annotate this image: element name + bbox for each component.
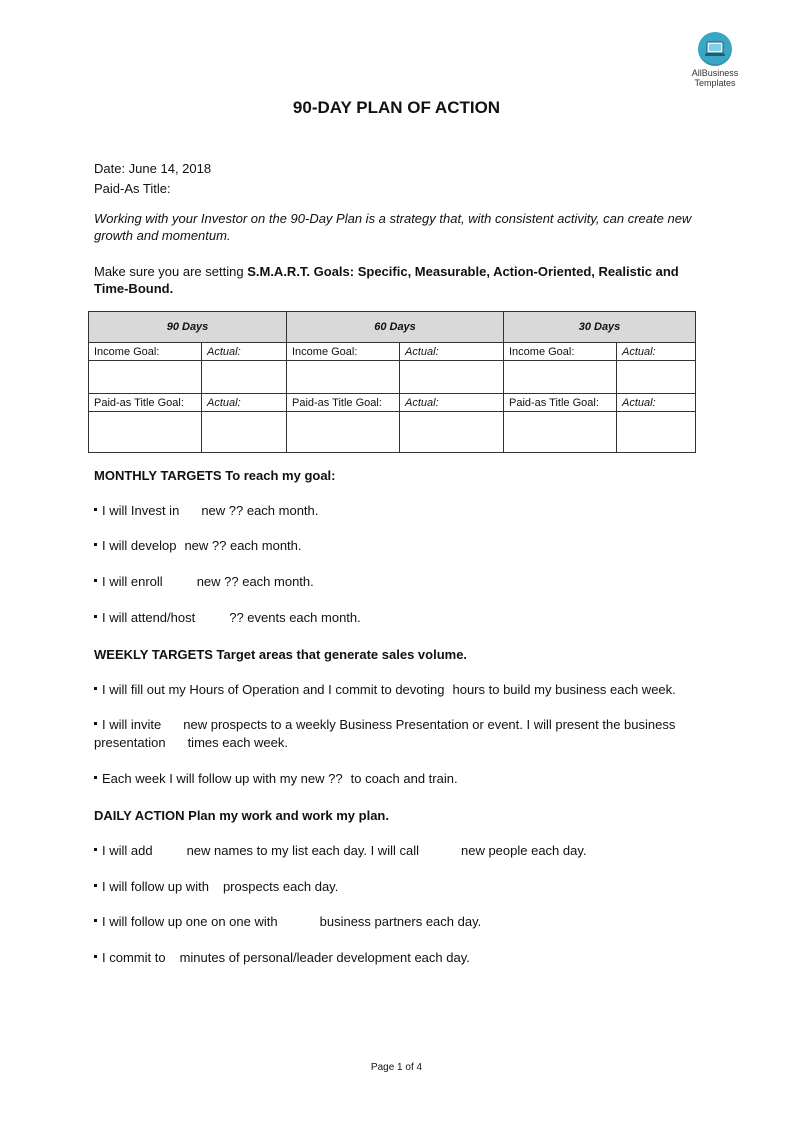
bullet-dot: [94, 508, 97, 511]
income-goal-cell-90[interactable]: [89, 361, 202, 394]
paid-title-label-row: [89, 394, 696, 412]
weekly-item-hours: I will fill out my Hours of Operation and I commit to devoting hours to build my business each week.: [94, 681, 676, 699]
monthly-item-invest: I will Invest in new ?? each month.: [94, 502, 318, 520]
daily-item-commit: I commit to minutes of personal/leader development each day.: [94, 949, 470, 967]
income-goal-label-60: Income Goal:: [287, 343, 400, 361]
bullet-dot: [94, 615, 97, 618]
bullet-dot: [94, 848, 97, 851]
paid-title-goal-cell-90[interactable]: [89, 412, 202, 453]
monthly-item-enroll: I will enroll new ?? each month.: [94, 573, 314, 591]
logo-text: [688, 68, 742, 88]
actual-label-90: Actual:: [202, 343, 287, 361]
header-90-days: 90 Days: [89, 312, 287, 343]
paid-title-goal-cell-30[interactable]: [504, 412, 617, 453]
smart-goals-text: S.M.A.R.T. Goals: Specific, Measurable, Action-Oriented, Realistic and Time-Bound.: [94, 264, 679, 296]
income-goal-cell-30[interactable]: [504, 361, 617, 394]
actual-label-60: Actual:: [400, 343, 504, 361]
daily-action-heading: DAILY ACTION Plan my work and work my plan.: [94, 808, 389, 823]
actual-label-30: Actual:: [617, 343, 696, 361]
bullet-dot: [94, 579, 97, 582]
weekly-targets-heading: WEEKLY TARGETS Target areas that generate sales volume.: [94, 647, 468, 662]
laptop-icon: [705, 40, 725, 58]
page-title: 90-DAY PLAN OF ACTION: [292, 98, 501, 117]
monthly-targets-heading: MONTHLY TARGETS To reach my goal:: [94, 468, 336, 483]
page-number-footer: Page 1 of 4: [370, 1062, 423, 1073]
bullet-dot: [94, 884, 97, 887]
income-goal-label-30: Income Goal:: [504, 343, 617, 361]
paid-title-goal-label-30: Paid-as Title Goal:: [504, 394, 617, 412]
bullet-dot: [94, 722, 97, 725]
header-60-days: 60 Days: [287, 312, 504, 343]
monthly-item-attend: I will attend/host ?? events each month.: [94, 609, 361, 627]
daily-item-follow-up: I will follow up with prospects each day.: [94, 878, 338, 896]
income-actual-cell-90[interactable]: [202, 361, 287, 394]
paid-title-entry-row: [89, 412, 696, 453]
bullet-dot: [94, 919, 97, 922]
bullet-dot: [94, 955, 97, 958]
intro-paragraph: Working with your Investor on the 90-Day Plan is a strategy that, with consistent activity, can create new growth and momentum.: [94, 211, 692, 243]
header-30-days: 30 Days: [504, 312, 696, 343]
paid-title-actual-cell-60[interactable]: [400, 412, 504, 453]
paid-actual-label-30: Actual:: [617, 394, 696, 412]
income-goal-label-90: Income Goal:: [89, 343, 202, 361]
logo-badge: [698, 32, 732, 66]
paid-title-actual-cell-90[interactable]: [202, 412, 287, 453]
daily-item-one-on-one: I will follow up one on one with business partners each day.: [94, 913, 481, 931]
table-header-row: [89, 312, 696, 343]
bullet-dot: [94, 687, 97, 690]
monthly-item-develop: I will develop new ?? each month.: [94, 537, 302, 555]
income-actual-cell-60[interactable]: [400, 361, 504, 394]
paid-as-title-line: Paid-As Title:: [94, 181, 171, 196]
weekly-item-follow-up: Each week I will follow up with my new ?? to coach and train.: [94, 770, 458, 788]
weekly-item-invite: I will invite new prospects to a weekly Business Presentation or event. I will present the business presentation times each week.: [94, 717, 676, 750]
income-goal-cell-60[interactable]: [287, 361, 400, 394]
paid-title-goal-label-60: Paid-as Title Goal:: [287, 394, 400, 412]
logo-line-2: Templates: [694, 78, 736, 88]
smart-paragraph: [94, 263, 704, 297]
date-line: Date: June 14, 2018: [94, 161, 212, 176]
logo-line-1: AllBusiness: [691, 68, 739, 78]
paid-actual-label-90: Actual:: [202, 394, 287, 412]
paid-title-goal-cell-60[interactable]: [287, 412, 400, 453]
income-entry-row: [89, 361, 696, 394]
income-label-row: [89, 343, 696, 361]
bullet-dot: [94, 776, 97, 779]
bullet-dot: [94, 543, 97, 546]
daily-item-add: I will add new names to my list each day. I will call new people each day.: [94, 842, 587, 860]
company-logo: [688, 32, 742, 88]
smart-prefix: Make sure you are setting: [94, 264, 248, 279]
paid-actual-label-60: Actual:: [400, 394, 504, 412]
paid-title-goal-label-90: Paid-as Title Goal:: [89, 394, 202, 412]
income-actual-cell-30[interactable]: [617, 361, 696, 394]
paid-title-actual-cell-30[interactable]: [617, 412, 696, 453]
goals-table: [88, 311, 696, 453]
